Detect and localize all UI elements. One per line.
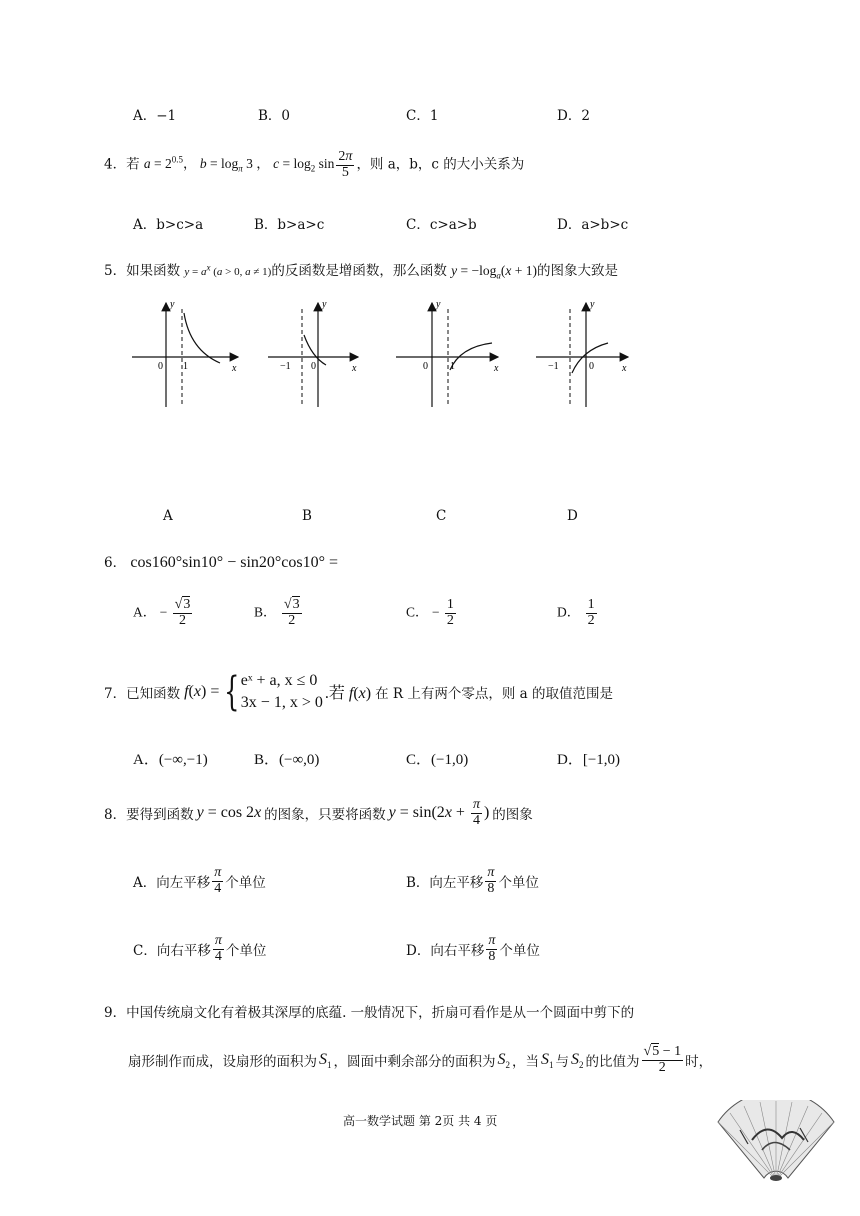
q4-formula: $a = 2^{0.5}$， $b = \log_\pi 3$ ， $c = \log_2 \sin$ $\frac{2\pi}{5}$ bbox=[143, 149, 353, 180]
q8-source-function: y = sin(2x + $\frac{\pi}{4}$ ) bbox=[388, 797, 490, 828]
q7-number: 7． bbox=[104, 685, 127, 702]
q7-function-ref: .若 f(x) bbox=[324, 685, 372, 703]
graph-a-x-label: x bbox=[232, 363, 237, 374]
q5-formula-1: $y = a^x$ (a > 0, a ≠ 1) bbox=[184, 262, 272, 278]
graph-a-tick: 1 bbox=[183, 361, 188, 372]
graph-c-tick: 1 bbox=[450, 361, 455, 372]
q5-graphs bbox=[120, 295, 650, 415]
q7-option-c: C．(−1,0) bbox=[406, 752, 469, 768]
q6-expression: cos160°sin10° − sin20°cos10° = bbox=[130, 554, 339, 571]
page-footer: 高一数学试题 第 2页 共 4 页 bbox=[343, 1114, 498, 1128]
q6-option-a: A． − $\frac{√3}{2}$ bbox=[133, 597, 191, 628]
graph-d bbox=[536, 299, 628, 407]
q8-number: 8． bbox=[104, 807, 127, 824]
q7-option-a: A．(−∞,−1) bbox=[133, 752, 208, 768]
graph-b-x-label: x bbox=[352, 363, 357, 374]
q5-number: 5． bbox=[104, 263, 127, 279]
q3-option-a: A．−1 bbox=[133, 108, 177, 124]
question-9-line-2: 扇形制作而成，设扇形的面积为 $S_1$ ，圆面中剩余部分的面积为 $S_2$ ，当 $S_1$ 与 $S_2$ 的比值为 $\frac{√5 - 1}{2}$ 时， bbox=[128, 1044, 713, 1075]
q3-option-d: D．2 bbox=[557, 108, 590, 124]
graph-a-y-label: y bbox=[170, 299, 175, 310]
question-4: 4．若 $a = 2^{0.5}$， $b = \log_\pi 3$ ， $c = \log_2 \sin$ $\frac{2\pi}{5}$ ，则 a，b，c 的大小关系为 bbox=[104, 149, 525, 180]
q8-option-a: A． 向左平移 $\frac{\pi}{4}$ 个单位 bbox=[133, 865, 266, 896]
graph-label-d: D bbox=[567, 508, 578, 524]
graph-c-y-label: y bbox=[436, 299, 441, 310]
q8-option-b: B． 向左平移 $\frac{\pi}{8}$ 个单位 bbox=[406, 865, 539, 896]
q6-option-c: C． − $\frac{1}{2}$ bbox=[406, 597, 454, 628]
question-8: 8． 要得到函数 y = cos 2x 的图象，只要将函数 y = sin(2x + $\frac{\pi}{4}$ ) 的图象 bbox=[104, 797, 533, 828]
folding-fan-image bbox=[712, 1100, 840, 1182]
q4-option-a: A．b>c>a bbox=[133, 217, 204, 233]
q4-option-d: D．a>b>c bbox=[557, 217, 629, 233]
q3-option-b: B．0 bbox=[258, 108, 291, 124]
graph-b bbox=[268, 299, 358, 407]
q4-number: 4． bbox=[104, 156, 127, 173]
q6-option-b: B． $\frac{√3}{2}$ bbox=[254, 597, 300, 628]
graph-label-b: B bbox=[302, 508, 312, 524]
graph-b-origin: 0 bbox=[311, 361, 316, 372]
graph-label-a: A bbox=[163, 508, 173, 524]
graph-c-x-label: x bbox=[494, 363, 499, 374]
q7-function: f(x) = bbox=[184, 682, 220, 700]
graph-a bbox=[132, 299, 238, 407]
graph-d-tick: −1 bbox=[548, 361, 559, 372]
question-9-line-1: 9．中国传统扇文化有着极其深厚的底蕴. 一般情况下，折扇可看作是从一个圆面中剪下的 bbox=[104, 1005, 635, 1021]
graph-c bbox=[396, 299, 499, 407]
q9-number: 9． bbox=[104, 1005, 127, 1021]
q7-option-b: B．(−∞,0) bbox=[254, 752, 320, 768]
q8-target-function: y = cos 2x bbox=[196, 804, 262, 822]
graph-d-origin: 0 bbox=[589, 361, 594, 372]
q6-option-d: D． $\frac{1}{2}$ bbox=[557, 597, 595, 628]
q5-formula-2: $y = -\log_a(x + 1)$ bbox=[451, 263, 537, 281]
question-6 bbox=[104, 551, 338, 572]
graph-b-y-label: y bbox=[322, 299, 327, 310]
question-5: 5．如果函数 $y = a^x$ (a > 0, a ≠ 1)的反函数是增函数，那么函数 $y = -\log_a(x + 1)$的图象大致是 bbox=[104, 262, 618, 281]
q3-option-c: C．1 bbox=[406, 108, 439, 124]
q7-cases: eˣ + a, x ≤ 0 3x − 1, x > 0 bbox=[240, 672, 323, 711]
q4-option-b: B．b>a>c bbox=[254, 217, 325, 233]
graph-d-x-label: x bbox=[622, 363, 627, 374]
q8-option-c: C． 向右平移 $\frac{\pi}{4}$ 个单位 bbox=[133, 933, 267, 964]
graph-a-origin: 0 bbox=[158, 361, 163, 372]
q8-option-d: D． 向右平移 $\frac{\pi}{8}$ 个单位 bbox=[406, 933, 540, 964]
graph-b-tick: −1 bbox=[280, 361, 291, 372]
q6-number: 6． bbox=[104, 555, 127, 571]
graph-d-y-label: y bbox=[590, 299, 595, 310]
q7-option-d: D．[−1,0) bbox=[557, 752, 621, 768]
graph-c-origin: 0 bbox=[423, 361, 428, 372]
question-7: 7． 已知函数 f(x) = { eˣ + a, x ≤ 0 3x − 1, x > 0 .若 f(x) 在 R 上有两个零点，则 a 的取值范围是 bbox=[104, 668, 613, 715]
graph-label-c: C bbox=[436, 508, 447, 524]
q4-option-c: C．c>a>b bbox=[406, 217, 477, 233]
